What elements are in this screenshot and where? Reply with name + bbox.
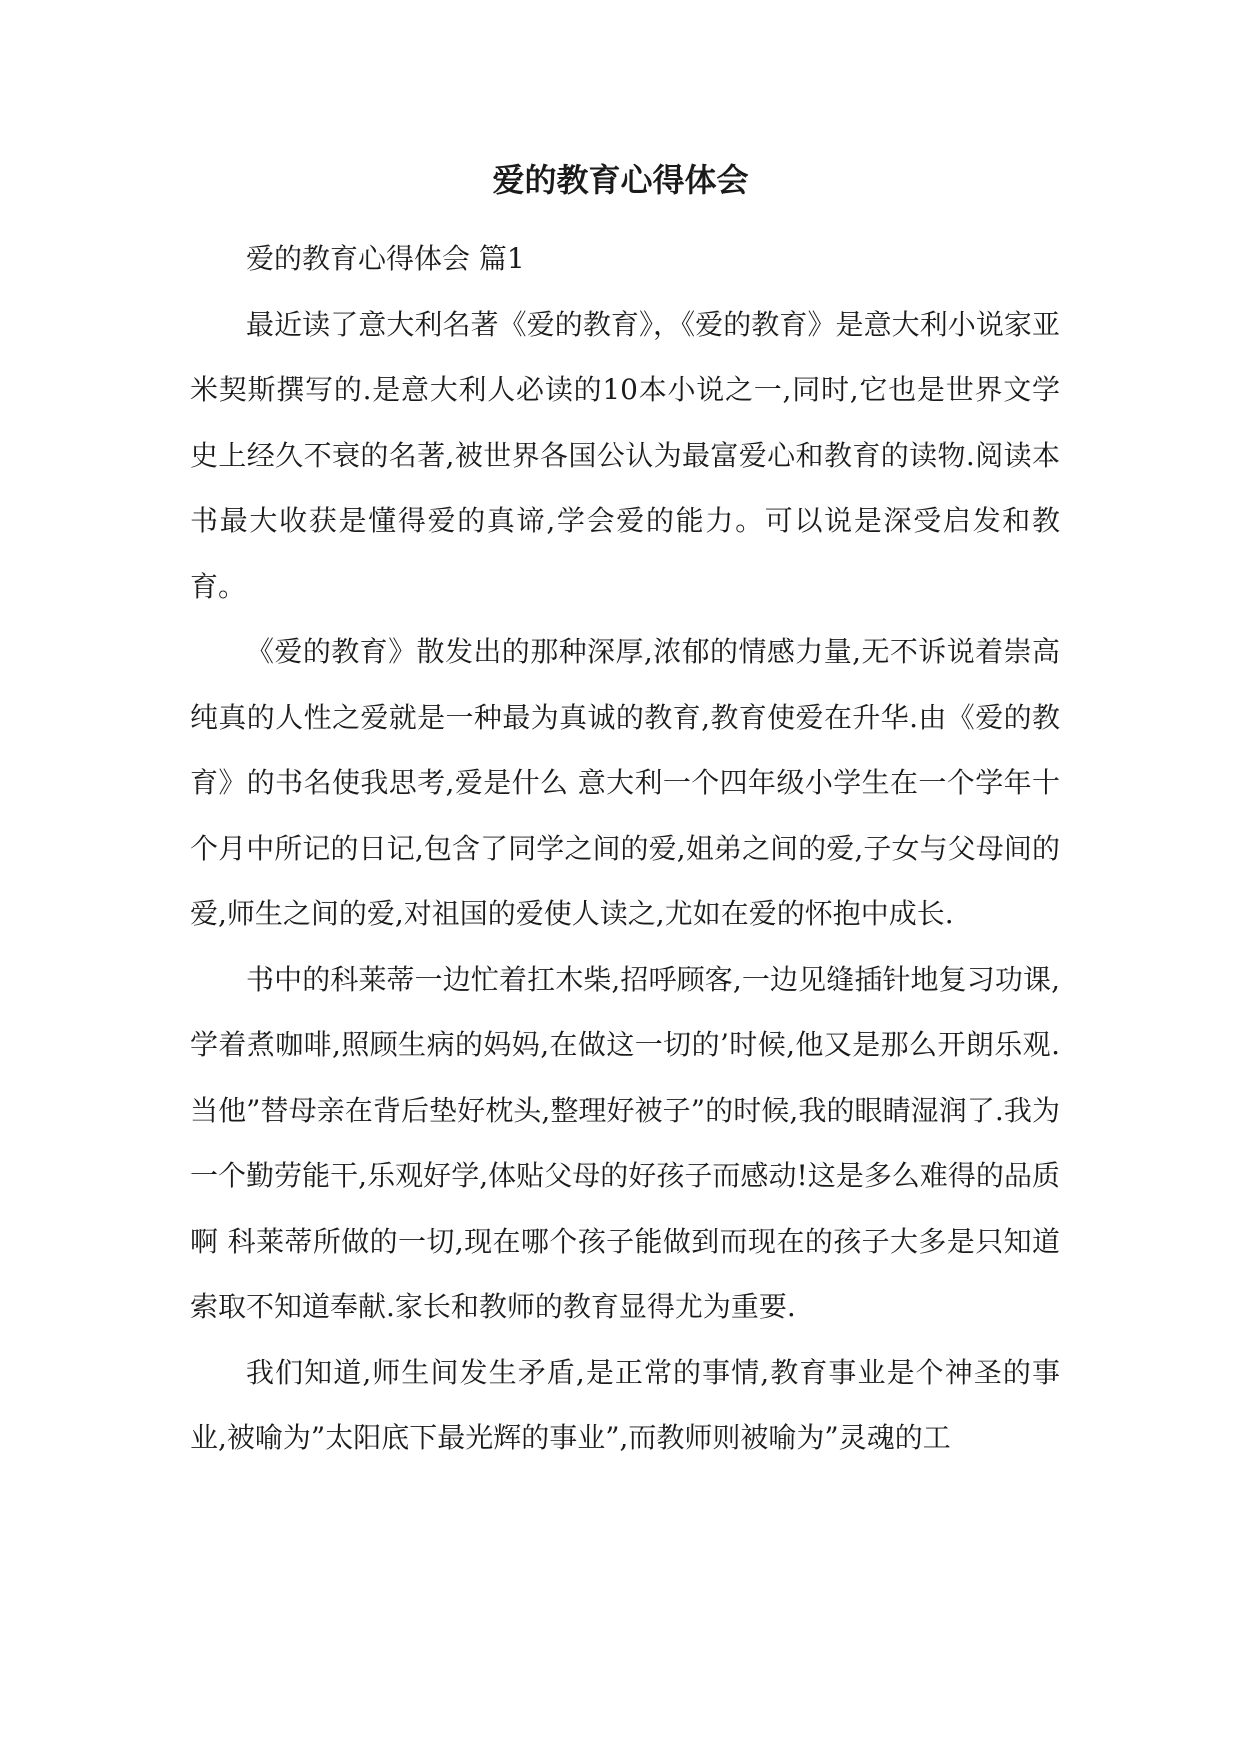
document-body xyxy=(190,226,1060,1471)
paragraph: 最近读了意大利名著《爱的教育》，《爱的教育》是意大利小说家亚米契斯撰写的.是意大利人必读的10本小说之一,同时,它也是世界文学史上经久不衰的名著,被世界各国公认为最富爱心和教育的读物.阅读本书最大收获是懂得爱的真谛,学会爱的能力。可以说是深受启发和教育。 xyxy=(190,307,1060,603)
section-heading: 爱的教育心得体会 篇1 xyxy=(246,242,525,275)
paragraph: 《爱的教育》散发出的那种深厚,浓郁的情感力量,无不诉说着崇高纯真的人性之爱就是一种最为真诚的教育,教育使爱在升华.由《爱的教育》的书名使我思考,爱是什么 意大利一个四年级小学生在一个学年十个月中所记的日记,包含了同学之间的爱,姐弟之间的爱,子女与父母间的爱,师生之间的爱,对祖国的爱使人读之,尤如在爱的怀抱中成长. xyxy=(190,635,1060,930)
paragraph: 书中的科莱蒂一边忙着扛木柴,招呼顾客,一边见缝插针地复习功课,学着煮咖啡,照顾生病的妈妈,在做这一切的’时候,他又是那么开朗乐观.当他”替母亲在背后垫好枕头,整理好被子”的时候,我的眼睛湿润了.我为一个勤劳能干,乐观好学,体贴父母的好孩子而感动!这是多么难得的品质啊 科莱蒂所做的一切,现在哪个孩子能做到而现在的孩子大多是只知道索取不知道奉献.家长和教师的教育显得尤为重要. xyxy=(190,962,1060,1323)
paragraph: 我们知道,师生间发生矛盾,是正常的事情,教育事业是个神圣的事业,被喻为”太阳底下最光辉的事业”,而教师则被喻为”灵魂的工 xyxy=(190,1355,1060,1454)
page-title: 爱的教育心得体会 xyxy=(492,161,749,199)
